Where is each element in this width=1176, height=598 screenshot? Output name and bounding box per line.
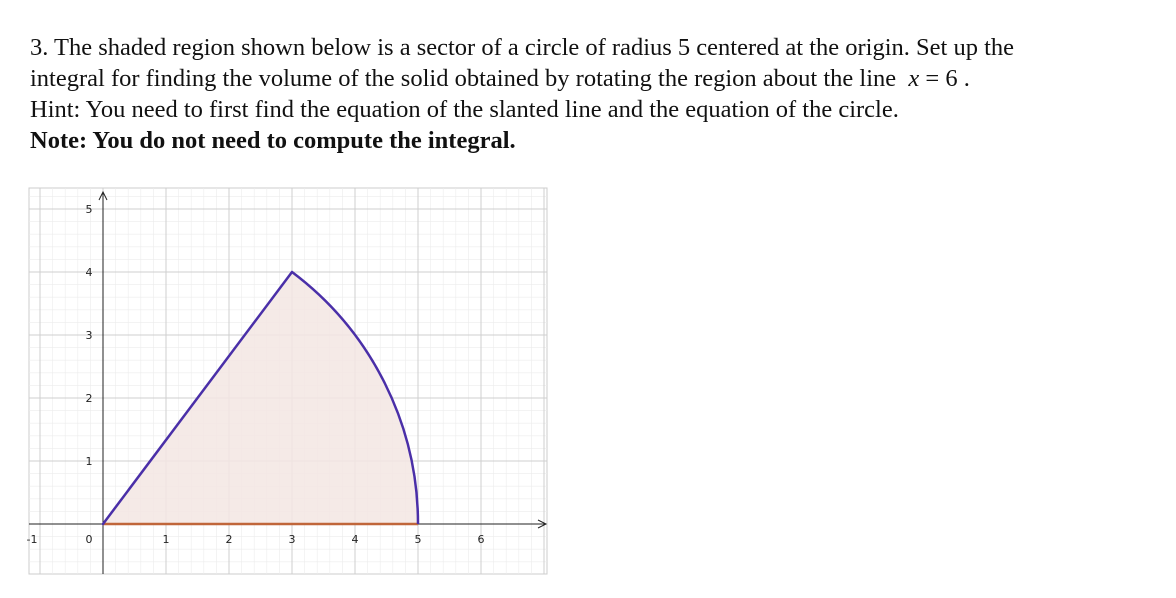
problem-line-1: 3. The shaded region shown below is a sector of a circle of radius 5 centered at the origin. Set up the	[30, 34, 1015, 61]
problem-line-2	[30, 63, 1170, 94]
x-tick-label: 2	[225, 533, 233, 546]
y-tick-label: 1	[85, 455, 93, 468]
math-variable-x: x	[908, 65, 920, 92]
x-tick-label: 6	[477, 533, 485, 546]
x-tick-label: -1	[26, 533, 38, 546]
x-tick-label: 3	[288, 533, 296, 546]
math-equation-value: = 6 .	[919, 65, 970, 92]
problem-text	[30, 32, 1170, 156]
y-tick-label: 3	[85, 329, 93, 342]
y-tick-label: 2	[85, 392, 93, 405]
problem-line-2-text: integral for finding the volume of the solid obtained by rotating the region about the line	[30, 65, 897, 92]
sector-graph	[0, 180, 560, 590]
y-tick-label: 4	[85, 266, 93, 279]
x-tick-label: 5	[414, 533, 422, 546]
x-tick-label: 1	[162, 533, 170, 546]
x-tick-label: 0	[85, 533, 93, 546]
y-tick-label: 5	[85, 203, 93, 216]
x-tick-label: 4	[351, 533, 359, 546]
problem-note: Note: You do not need to compute the integral.	[30, 127, 516, 154]
problem-hint: Hint: You need to first find the equation of the slanted line and the equation of the circle.	[30, 96, 899, 123]
